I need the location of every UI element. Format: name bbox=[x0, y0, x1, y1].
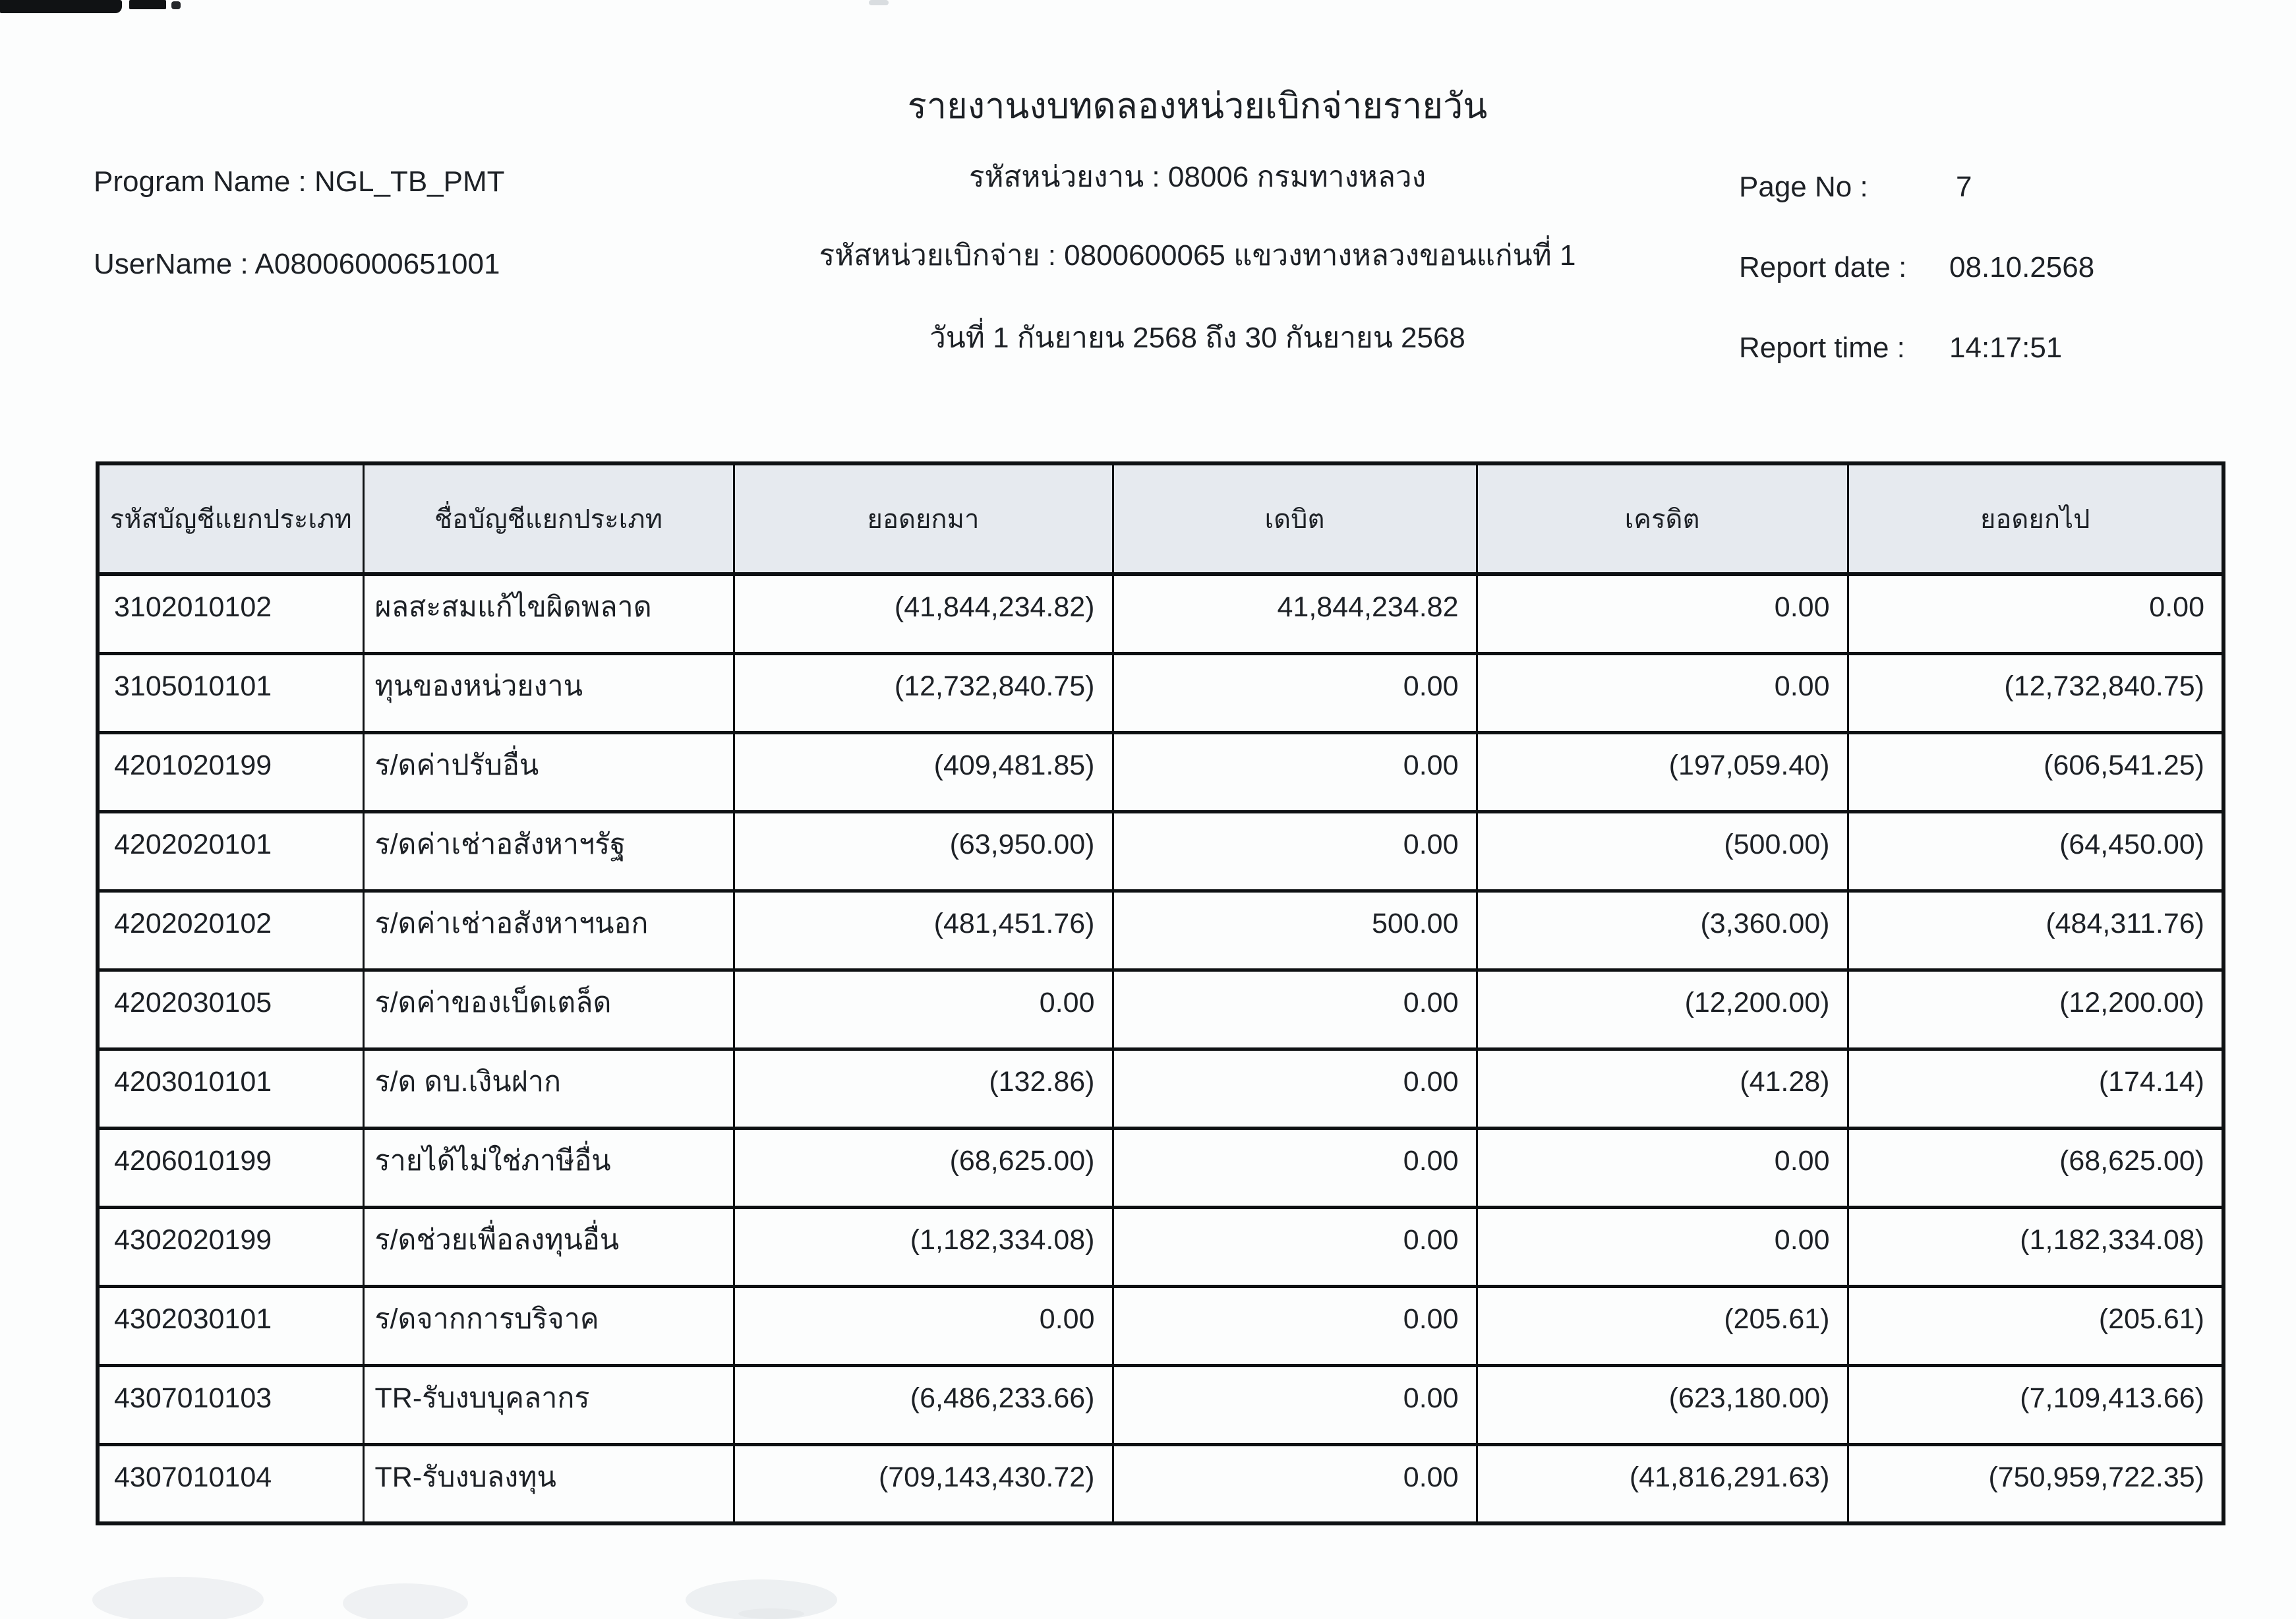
agency-value: 08006 กรมทางหลวง bbox=[1167, 161, 1427, 193]
agency-label: รหัสหน่วยงาน : bbox=[968, 161, 1160, 193]
balance-forward-cell: 0.00 bbox=[734, 1286, 1113, 1365]
credit-cell: (500.00) bbox=[1477, 811, 1848, 891]
table-body bbox=[98, 574, 2223, 1523]
balance-forward-cell: (409,481.85) bbox=[734, 732, 1113, 811]
table-row bbox=[98, 732, 2223, 811]
account-code-cell: 4203010101 bbox=[98, 1049, 363, 1128]
report-time-value: 14:17:51 bbox=[1949, 332, 2063, 364]
table-row bbox=[98, 811, 2223, 891]
balance-carry-cell: (205.61) bbox=[1848, 1286, 2223, 1365]
credit-cell: 0.00 bbox=[1477, 1207, 1848, 1286]
program-name-value: NGL_TB_PMT bbox=[314, 165, 505, 198]
trial-balance-table bbox=[96, 461, 2225, 1525]
account-name-cell: ร/ดค่าปรับอื่น bbox=[363, 732, 734, 811]
credit-cell: (41,816,291.63) bbox=[1477, 1444, 1848, 1523]
account-name-cell: ร/ดช่วยเพื่อลงทุนอื่น bbox=[363, 1207, 734, 1286]
table-row bbox=[98, 1444, 2223, 1523]
disbursement-unit-value: 0800600065 แขวงทางหลวงขอนแก่นที่ 1 bbox=[1064, 239, 1576, 272]
balance-carry-cell: (606,541.25) bbox=[1848, 732, 2223, 811]
scan-smudge-bottom bbox=[343, 1583, 468, 1619]
account-code-cell: 4307010103 bbox=[98, 1365, 363, 1444]
debit-cell: 41,844,234.82 bbox=[1113, 574, 1477, 653]
account-name-cell: TR-รับงบบุคลากร bbox=[363, 1365, 734, 1444]
scan-artifact-top bbox=[869, 0, 889, 5]
account-code-cell: 4201020199 bbox=[98, 732, 363, 811]
balance-carry-cell: (174.14) bbox=[1848, 1049, 2223, 1128]
account-code-cell: 4307010104 bbox=[98, 1444, 363, 1523]
balance-carry-cell: (12,732,840.75) bbox=[1848, 653, 2223, 732]
table-row bbox=[98, 1128, 2223, 1207]
user-name-value: A08006000651001 bbox=[254, 248, 500, 280]
date-range-line: วันที่ 1 กันยายน 2568 ถึง 30 กันยายน 2568 bbox=[929, 322, 1465, 354]
balance-carry-cell: (68,625.00) bbox=[1848, 1128, 2223, 1207]
debit-cell: 0.00 bbox=[1113, 653, 1477, 732]
balance-forward-cell: (12,732,840.75) bbox=[734, 653, 1113, 732]
table-header bbox=[98, 463, 2223, 574]
scan-artifact-top-left bbox=[171, 1, 181, 9]
table-row bbox=[98, 1286, 2223, 1365]
program-name-label: Program Name : bbox=[94, 165, 307, 198]
scan-smudge-bottom bbox=[92, 1577, 264, 1619]
account-code-cell: 4302020199 bbox=[98, 1207, 363, 1286]
account-code-cell: 3105010101 bbox=[98, 653, 363, 732]
report-time-label: Report time : bbox=[1739, 332, 1905, 364]
debit-cell: 0.00 bbox=[1113, 1128, 1477, 1207]
credit-cell: (12,200.00) bbox=[1477, 970, 1848, 1049]
account-name-cell: ร/ดค่าเช่าอสังหาฯรัฐ bbox=[363, 811, 734, 891]
balance-carry-cell: (64,450.00) bbox=[1848, 811, 2223, 891]
account-code-cell: 4302030101 bbox=[98, 1286, 363, 1365]
balance-forward-cell: (68,625.00) bbox=[734, 1128, 1113, 1207]
scan-artifact-top-left bbox=[0, 0, 122, 13]
table-header-row bbox=[98, 463, 2223, 574]
credit-cell: (3,360.00) bbox=[1477, 891, 1848, 970]
scan-artifact-top-left bbox=[129, 0, 166, 9]
credit-cell: (41.28) bbox=[1477, 1049, 1848, 1128]
report-date-value: 08.10.2568 bbox=[1949, 251, 2095, 283]
balance-carry-cell: 0.00 bbox=[1848, 574, 2223, 653]
debit-cell: 0.00 bbox=[1113, 732, 1477, 811]
account-name-cell: ร/ดค่าเช่าอสังหาฯนอก bbox=[363, 891, 734, 970]
account-name-cell: ร/ด ดบ.เงินฝาก bbox=[363, 1049, 734, 1128]
user-name-label: UserName : bbox=[94, 248, 249, 280]
account-name-cell: TR-รับงบลงทุน bbox=[363, 1444, 734, 1523]
table-row bbox=[98, 653, 2223, 732]
balance-forward-cell: 0.00 bbox=[734, 970, 1113, 1049]
col-header-debit: เดบิต bbox=[1113, 463, 1477, 574]
balance-carry-cell: (7,109,413.66) bbox=[1848, 1365, 2223, 1444]
col-header-balance-carry: ยอดยกไป bbox=[1848, 463, 2223, 574]
debit-cell: 0.00 bbox=[1113, 1444, 1477, 1523]
credit-cell: 0.00 bbox=[1477, 1128, 1848, 1207]
account-code-cell: 4202020102 bbox=[98, 891, 363, 970]
balance-forward-cell: (709,143,430.72) bbox=[734, 1444, 1113, 1523]
balance-carry-cell: (484,311.76) bbox=[1848, 891, 2223, 970]
debit-cell: 0.00 bbox=[1113, 1286, 1477, 1365]
table-row bbox=[98, 1207, 2223, 1286]
table-row bbox=[98, 891, 2223, 970]
balance-forward-cell: (63,950.00) bbox=[734, 811, 1113, 891]
balance-carry-cell: (12,200.00) bbox=[1848, 970, 2223, 1049]
agency-line bbox=[0, 160, 2296, 195]
report-date-label: Report date : bbox=[1739, 251, 1907, 283]
credit-cell: (623,180.00) bbox=[1477, 1365, 1848, 1444]
credit-cell: 0.00 bbox=[1477, 653, 1848, 732]
debit-cell: 0.00 bbox=[1113, 811, 1477, 891]
account-name-cell: รายได้ไม่ใช่ภาษีอื่น bbox=[363, 1128, 734, 1207]
col-header-credit: เครดิต bbox=[1477, 463, 1848, 574]
table-row bbox=[98, 1049, 2223, 1128]
account-code-cell: 4202030105 bbox=[98, 970, 363, 1049]
account-name-cell: ทุนของหน่วยงาน bbox=[363, 653, 734, 732]
credit-cell: (205.61) bbox=[1477, 1286, 1848, 1365]
debit-cell: 0.00 bbox=[1113, 970, 1477, 1049]
page-no-value: 7 bbox=[1956, 171, 1972, 203]
account-name-cell: ร/ดจากการบริจาค bbox=[363, 1286, 734, 1365]
balance-forward-cell: (1,182,334.08) bbox=[734, 1207, 1113, 1286]
balance-forward-cell: (481,451.76) bbox=[734, 891, 1113, 970]
scan-smudge-bottom bbox=[738, 1608, 804, 1619]
col-header-account-name: ชื่อบัญชีแยกประเภท bbox=[363, 463, 734, 574]
credit-cell: (197,059.40) bbox=[1477, 732, 1848, 811]
balance-forward-cell: (41,844,234.82) bbox=[734, 574, 1113, 653]
account-code-cell: 3102010102 bbox=[98, 574, 363, 653]
debit-cell: 0.00 bbox=[1113, 1207, 1477, 1286]
debit-cell: 0.00 bbox=[1113, 1049, 1477, 1128]
account-code-cell: 4202020101 bbox=[98, 811, 363, 891]
balance-carry-cell: (750,959,722.35) bbox=[1848, 1444, 2223, 1523]
debit-cell: 0.00 bbox=[1113, 1365, 1477, 1444]
credit-cell: 0.00 bbox=[1477, 574, 1848, 653]
account-code-cell: 4206010199 bbox=[98, 1128, 363, 1207]
balance-carry-cell: (1,182,334.08) bbox=[1848, 1207, 2223, 1286]
col-header-account-code: รหัสบัญชีแยกประเภท bbox=[98, 463, 363, 574]
balance-forward-cell: (6,486,233.66) bbox=[734, 1365, 1113, 1444]
debit-cell: 500.00 bbox=[1113, 891, 1477, 970]
table-row bbox=[98, 970, 2223, 1049]
page-no-label: Page No : bbox=[1739, 171, 1868, 203]
col-header-balance-forward: ยอดยกมา bbox=[734, 463, 1113, 574]
disbursement-unit-label: รหัสหน่วยเบิกจ่าย : bbox=[819, 239, 1056, 272]
account-name-cell: ผลสะสมแก้ไขผิดพลาด bbox=[363, 574, 734, 653]
account-name-cell: ร/ดค่าของเบ็ดเตล็ด bbox=[363, 970, 734, 1049]
table-row bbox=[98, 1365, 2223, 1444]
table-row bbox=[98, 574, 2223, 653]
report-title: รายงานงบทดลองหน่วยเบิกจ่ายรายวัน bbox=[907, 86, 1488, 126]
balance-forward-cell: (132.86) bbox=[734, 1049, 1113, 1128]
